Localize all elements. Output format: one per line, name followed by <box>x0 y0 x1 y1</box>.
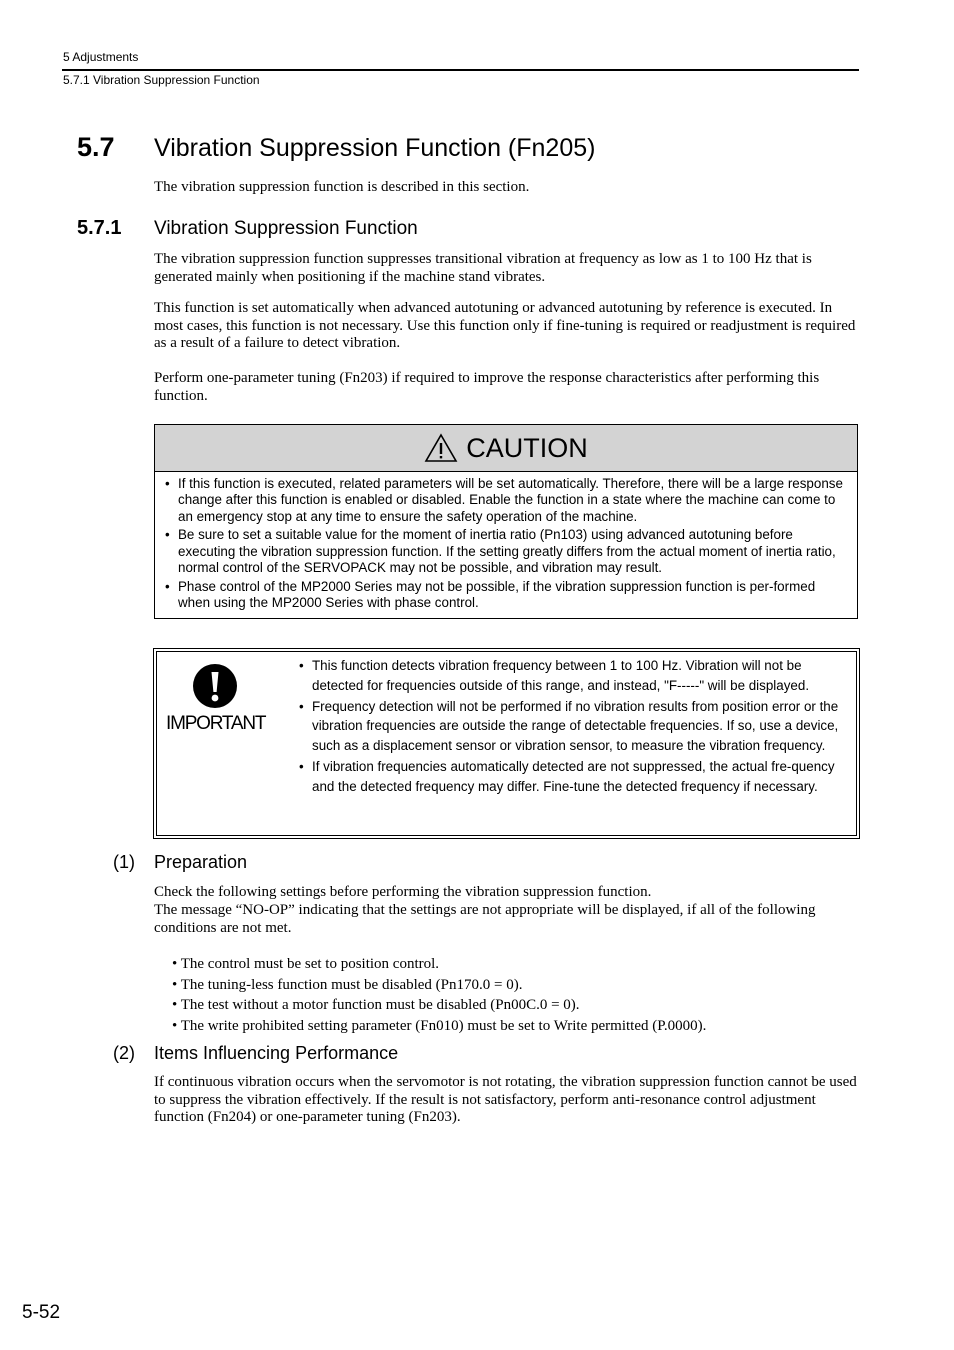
subsection-title: Vibration Suppression Function <box>154 218 418 239</box>
preparation-conditions <box>172 954 706 1037</box>
important-item: • This function detects vibration frequency between 1 to 100 Hz. Vibration will not be detected for frequencies outside of this range, and instead, "F-----" will be displayed. <box>312 656 852 695</box>
important-item: • Frequency detection will not be performed if no vibration results from position error or the vibration frequencies are outside the range of detectable frequencies. If so, use a device, such as a displacement sensor or vibration sensor, to measure the vibration frequency. <box>312 697 852 756</box>
important-box <box>153 648 860 839</box>
header-rule <box>62 69 859 71</box>
paragraph-2: This function is set automatically when advanced autotuning or advanced autotuning by reference is executed. In most cases, this function is not necessary. Use this function only if fine-tuning is required or readjustment is required as a result of a failure to detect vibration. <box>154 300 856 351</box>
caution-item: • If this function is executed, related parameters will be set automatically. Therefore, there will be a large response change after this function is enabled or disabled. Enable the function in a state where the machine can come to an emergency stop at any time to ensure the safety operation of the machine. <box>178 476 847 525</box>
caution-list <box>155 472 857 611</box>
subsection-number: 5.7.1 <box>77 217 122 239</box>
caution-item: • Be sure to set a suitable value for the moment of inertia ratio (Pn103) using advanced autotuning before executing the vibration suppression function. If the setting greatly differs from the actual moment of inertia ratio, normal control of the SERVOPACK may not be possible, and vibration may result. <box>178 527 847 576</box>
preparation-number: (1) <box>113 852 135 872</box>
condition-item: • The control must be set to position control. <box>172 956 440 972</box>
performance-title: Items Influencing Performance <box>154 1043 399 1063</box>
preparation-title: Preparation <box>154 852 248 872</box>
paragraph-1: The vibration suppression function suppresses transitional vibration at frequency as low as 1 to 100 Hz that is generated mainly when positioning if the machine stand vibrates. <box>154 251 812 285</box>
performance-text: If continuous vibration occurs when the servomotor is not rotating, the vibration suppression function cannot be used to suppress the vibration effectively. If the result is not satisfactory, perform anti-resonance control adjustment function (Fn204) or one-parameter tuning (Fn203). <box>154 1074 857 1125</box>
performance-number: (2) <box>113 1043 135 1063</box>
section-title: Vibration Suppression Function (Fn205) <box>154 134 596 162</box>
condition-item: • The tuning-less function must be disabled (Pn170.0 = 0). <box>172 976 523 993</box>
important-inner-frame <box>156 651 857 836</box>
caution-box <box>154 424 858 619</box>
condition-item: • The test without a motor function must be disabled (Pn00C.0 = 0). <box>172 997 580 1014</box>
caution-item: • Phase control of the MP2000 Series may not be possible, if the vibration suppression function is per-formed when using the MP2000 Series with phase control. <box>178 579 847 612</box>
preparation-text: Check the following settings before performing the vibration suppression function. <box>154 884 652 900</box>
exclamation-circle-icon <box>193 664 237 708</box>
paragraph-3: Perform one-parameter tuning (Fn203) if required to improve the response characteristics after performing this function. <box>154 370 820 404</box>
section-intro: The vibration suppression function is described in this section. <box>154 179 530 195</box>
section-number: 5.7 <box>77 132 115 162</box>
important-list <box>312 656 852 798</box>
condition-item: • The write prohibited setting parameter (Fn010) must be set to Write permitted (P.0000). <box>172 1018 707 1035</box>
caution-title: CAUTION <box>466 432 588 463</box>
preparation-text-2: The message “NO-OP” indicating that the settings are not appropriate will be displayed, if all of the following conditions are not met. <box>154 902 816 936</box>
running-header-section: 5.7.1 Vibration Suppression Function <box>63 73 260 87</box>
important-label: IMPORTANT <box>166 713 266 734</box>
warning-triangle-icon <box>424 433 458 463</box>
page-number: 5-52 <box>22 1302 61 1323</box>
caution-header <box>155 425 857 472</box>
running-header-chapter: 5 Adjustments <box>63 50 139 64</box>
important-item: • If vibration frequencies automatically detected are not suppressed, the actual fre-quency and the detected frequency may differ. Fine-tune the detected frequency if necessary. <box>312 757 852 796</box>
